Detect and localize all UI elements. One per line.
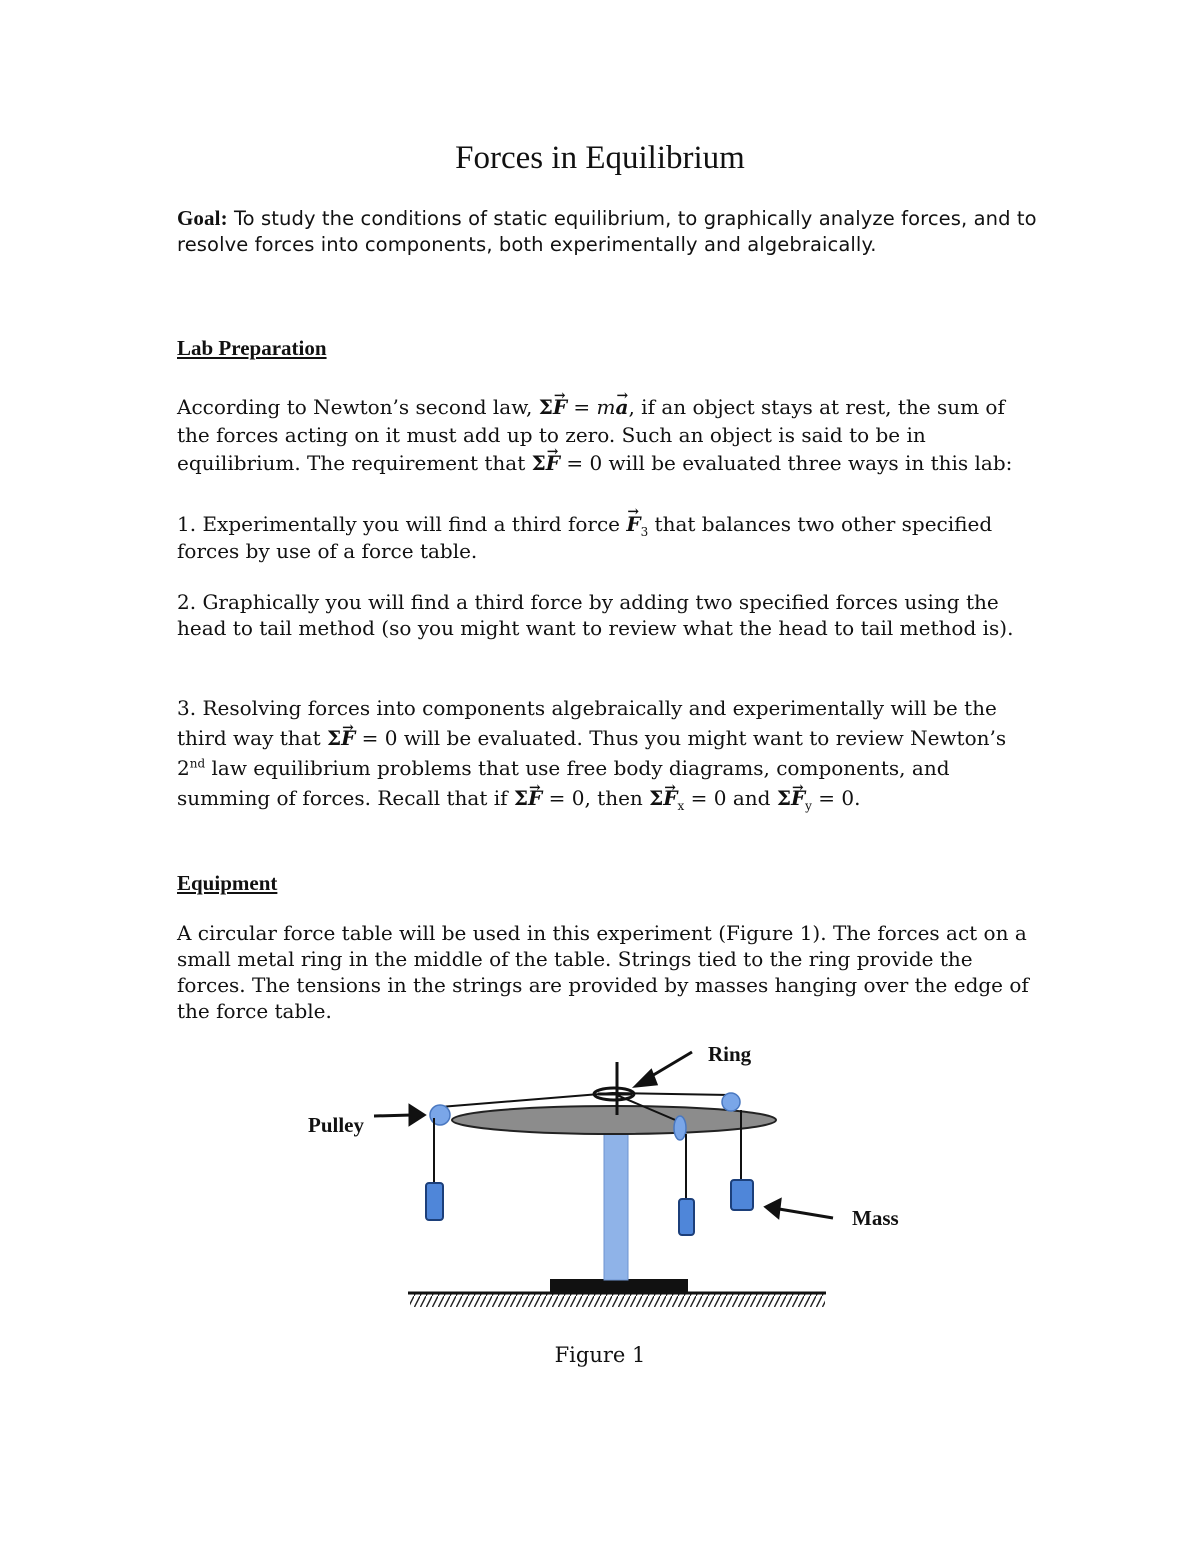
force-vector: → F [341,726,355,750]
sigma-symbol: Σ [776,786,791,810]
page-title: Forces in Equilibrium [455,140,745,176]
force-vector: → F [546,451,560,475]
table-pole [604,1126,628,1280]
ground-hatch [410,1293,825,1307]
ring-arrow [636,1052,692,1086]
force-vector: → F [553,395,567,419]
list-item-2: 2. Graphically you will find a third force by adding two specified forces using the head to tail method (so you might want to review what the head to tail method is). [177,590,1014,640]
figure-caption: Figure 1 [554,1343,646,1367]
pulley [722,1093,740,1111]
goal-label: Goal: [177,206,228,230]
sigma-symbol: Σ [326,726,342,750]
item1-text-a: 1. Experimentally you will find a third force [177,512,627,536]
force-vector: → F [791,786,805,810]
equals-sign: = [567,395,597,419]
item3-text-c: law equilibrium problems that use free body diagrams, components, and summing of forces. Recall that if [177,756,950,810]
hanging-mass [731,1180,753,1210]
x-subscript: x [677,799,685,813]
force-vector: → F [626,512,640,536]
mass-symbol: m [596,395,616,419]
item3-text-a: 3. Resolving forces into components algebraically and experimentally will be the third way that [177,696,997,750]
lab-prep-text-a: According to Newton’s second law, [177,395,539,419]
equipment-heading: Equipment [177,871,278,895]
force-vector: → F [528,786,542,810]
mass-label: Mass [852,1206,899,1230]
item3-text-b: = 0 will be evaluated. Thus you might want to review Newton’s 2 [177,726,1007,780]
lab-prep-text-b: , if an object stays at rest, the sum of the forces acting on it must add up to zero. Such an object is said to be in equilibrium. The requirement that [177,395,1005,475]
force-vector: → F [663,786,677,810]
string [440,1093,612,1107]
force-subscript: 3 [640,525,649,539]
sigma-symbol: Σ [531,451,546,475]
goal-text: To study the conditions of static equilibrium, to graphically analyze forces, and to resolve forces into components, both experimentally and algebraically. [177,207,1037,256]
item1-text-b: that balances two other specified forces by use of a force table. [177,512,993,563]
lab-preparation-heading: Lab Preparation [177,336,327,360]
item3-text-f: = 0. [811,786,861,810]
equipment-paragraph: A circular force table will be used in this experiment (Figure 1). The forces act on a small metal ring in the middle of the table. Strings tied to the ring provide the forces. The tensions in the strings are provided by masses hanging over the edge of the force table. [177,921,1029,1023]
pulley-label: Pulley [308,1113,364,1137]
y-subscript: y [805,799,812,813]
hanging-mass [679,1199,694,1235]
hanging-mass [426,1183,443,1220]
acceleration-vector: → a [615,395,628,419]
ordinal-superscript: nd [189,756,206,771]
mass-arrow [766,1200,833,1218]
sigma-symbol: Σ [649,786,664,810]
sigma-symbol: Σ [538,395,553,419]
item3-text-e: = 0 and [684,786,777,810]
pulley-arrow [374,1106,424,1124]
sigma-symbol: Σ [513,786,529,810]
table-base [550,1279,688,1293]
ring-label: Ring [708,1042,752,1066]
pulley [674,1116,686,1140]
lab-prep-text-c: = 0 will be evaluated three ways in this lab: [559,451,1013,475]
item3-text-d: = 0, then [542,786,650,810]
